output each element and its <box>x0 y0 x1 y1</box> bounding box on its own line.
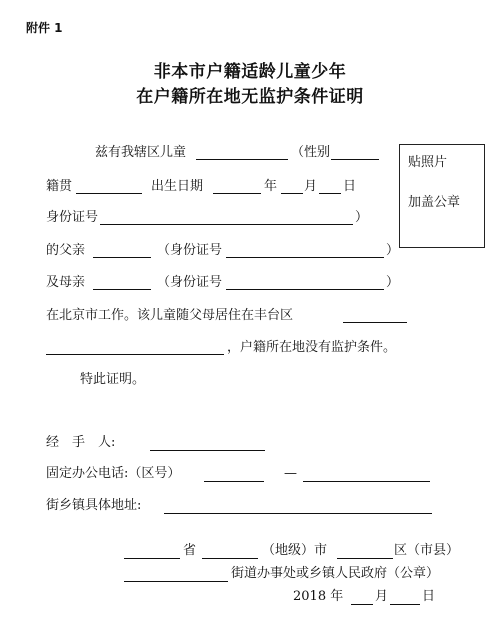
date-day-field[interactable] <box>390 604 420 605</box>
month-label: 月 <box>304 179 318 194</box>
father-name-field[interactable] <box>93 257 151 258</box>
mother-id-close: ） <box>386 275 400 290</box>
mother-id-label: （身份证号 <box>157 275 223 290</box>
birth-day-field[interactable] <box>319 193 341 194</box>
photo-box-stamp-label: 加盖公章 <box>408 195 461 210</box>
birth-year-field[interactable] <box>213 193 261 194</box>
certify-text: 特此证明。 <box>80 372 146 387</box>
date-month-field[interactable] <box>351 604 373 605</box>
mother-label: 及母亲 <box>46 275 86 290</box>
phone-number-field[interactable] <box>303 481 430 482</box>
phone-label: 固定办公电话:（区号） <box>46 466 181 481</box>
address-label: 街乡镇具体地址: <box>46 498 142 513</box>
photo-box-label: 贴照片 <box>408 155 448 170</box>
residence-field[interactable] <box>343 322 407 323</box>
document-title-line1: 非本市户籍适龄儿童少年 <box>153 62 347 82</box>
native-place-label: 籍贯 <box>46 179 73 194</box>
child-id-field[interactable] <box>100 224 353 225</box>
child-id-label: 身份证号 <box>46 210 99 225</box>
birth-date-label: 出生日期 <box>151 179 204 194</box>
date-year: 2018 年 <box>293 589 344 604</box>
province-field[interactable] <box>124 558 180 559</box>
document-title-line2: 在户籍所在地无监护条件证明 <box>136 87 364 107</box>
district-label: 区（市县） <box>394 543 460 558</box>
father-id-field[interactable] <box>226 257 384 258</box>
office-seal-label: 街道办事处或乡镇人民政府（公章） <box>231 566 440 581</box>
father-id-close: ） <box>386 243 400 258</box>
handler-label: 经 手 人: <box>46 435 116 450</box>
no-guardianship-text: ，户籍所在地没有监护条件。 <box>227 340 397 355</box>
office-field[interactable] <box>124 581 228 582</box>
intro-text: 兹有我辖区儿童 <box>95 145 187 160</box>
child-name-field[interactable] <box>196 159 288 160</box>
day-label: 日 <box>343 179 357 194</box>
year-label: 年 <box>264 179 278 194</box>
mother-name-field[interactable] <box>93 289 151 290</box>
father-id-label: （身份证号 <box>157 243 223 258</box>
child-id-close: ） <box>355 210 369 225</box>
district-field[interactable] <box>337 558 393 559</box>
gender-field[interactable] <box>331 159 379 160</box>
native-place-field[interactable] <box>76 193 142 194</box>
date-day-label: 日 <box>422 589 436 604</box>
prefecture-field[interactable] <box>202 558 258 559</box>
father-label: 的父亲 <box>46 243 86 258</box>
mother-id-field[interactable] <box>226 289 384 290</box>
attachment-label: 附件 1 <box>26 21 63 35</box>
address-field[interactable] <box>164 513 432 514</box>
phone-dash: — <box>284 466 297 481</box>
residence-continued-field[interactable] <box>46 354 224 355</box>
prefecture-label: （地级）市 <box>262 543 328 558</box>
photo-box <box>399 144 485 248</box>
birth-month-field[interactable] <box>281 193 303 194</box>
date-month-label: 月 <box>375 589 389 604</box>
gender-label: （性别 <box>291 145 331 160</box>
province-label: 省 <box>183 543 197 558</box>
area-code-field[interactable] <box>204 481 264 482</box>
handler-field[interactable] <box>150 450 265 451</box>
work-residence-text: 在北京市工作。该儿童随父母居住在丰台区 <box>46 308 294 323</box>
